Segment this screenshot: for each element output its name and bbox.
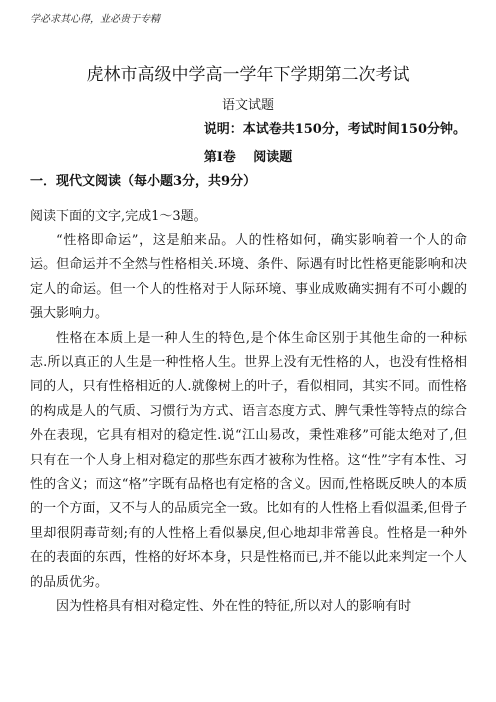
- reading-instruction: 阅读下面的文字,完成1～3题。: [30, 209, 207, 224]
- header-motto: 学必求其心得，业必贵于专精: [30, 14, 160, 25]
- passage-paragraph-3: 因为性格具有相对稳定性、外在性的特征,所以对人的影响有时: [56, 599, 412, 615]
- passage-body: [30, 229, 467, 620]
- section-heading: 一．现代文阅读（每小题3分，共9分）: [30, 174, 257, 189]
- passage-paragraph-2: 性格在本质上是一种人生的特色,是个体生命区别于其他生命的一种标志.所以真正的人生是一种性格人生。世界上没有无性格的人，也没有性格相同的人，只有性格相近的人.就像树上的叶子，看似相同，其实不同。而性格的构成是人的气质、习惯行为方式、语言态度方式、脾气秉性等特点的综合外在表现，它具有相对的稳定性.说“江山易改，秉性难移”可能太绝对了,但只有在一个人身上相对稳定的那些东西才被称为性格。这“性”字有本性、习性的含义；而这“格”字既有品格也有定格的含义。因而,性格既反映人的本质的一个方面，又不与人的品质完全一致。比如有的人性格上看似温柔,但骨子里却很阴毒苛刻;有的人性格上看似暴戾,但心地却非常善良。性格是一种外在的表面的东西，性格的好坏本身，只是性格而已,并不能以此来判定一个人的品质优劣。: [30, 330, 467, 590]
- exam-subtitle: 语文试题: [221, 98, 274, 113]
- passage-paragraph-1: “性格即命运”，这是舶来品。人的性格如何，确实影响着一个人的命运。但命运并不全然与性格相关.环境、条件、际遇有时比性格更能影响和决定人的命运。但一个人的性格对于人际环境、事业成败确实拥有不可小觑的强大影响力。: [30, 233, 467, 322]
- part-heading: 第Ⅰ卷 阅读题: [203, 150, 293, 165]
- exam-instructions-note: 说明：本试卷共150分，考试时间150分钟。: [203, 122, 466, 137]
- exam-title: 虎林市高级中学高一学年下学期第二次考试: [86, 65, 410, 85]
